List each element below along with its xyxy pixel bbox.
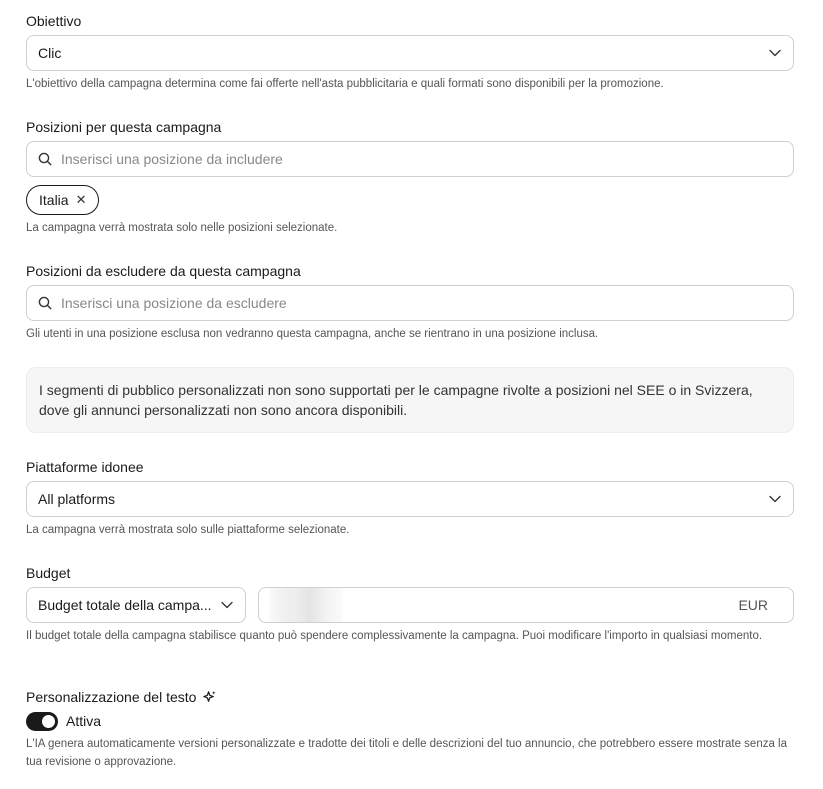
exclude-locations-label: Posizioni da escludere da questa campagna xyxy=(26,263,301,279)
objective-label: Obiettivo xyxy=(26,13,82,29)
personalization-toggle[interactable] xyxy=(26,712,58,731)
include-locations-help: La campagna verrà mostrata solo nelle posizioni selezionate. xyxy=(26,222,338,234)
include-location-input[interactable] xyxy=(61,151,793,167)
personalization-help: L'IA genera automaticamente versioni personalizzate e tradotte dei titoli e delle descrizioni del tuo annuncio, che potrebbero essere mostrate senza la tua revisione o approvazione. xyxy=(26,738,788,768)
exclude-locations-help: Gli utenti in una posizione esclusa non vedranno questa campagna, anche se rientrano in una posizione inclusa. xyxy=(26,328,599,340)
search-icon xyxy=(38,296,52,310)
eea-notice: I segmenti di pubblico personalizzati non sono supportati per le campagne rivolte a posizioni nel SEE o in Svizzera, dove gli annunci personalizzati non sono ancora disponibili. xyxy=(26,367,794,433)
include-locations-label: Posizioni per questa campagna xyxy=(26,119,222,135)
chevron-down-icon xyxy=(220,598,234,612)
search-icon xyxy=(38,152,52,166)
budget-type-select[interactable] xyxy=(26,587,246,623)
personalization-label: Personalizzazione del testo xyxy=(26,689,197,705)
chevron-down-icon xyxy=(768,46,782,60)
budget-amount-input[interactable] xyxy=(258,587,794,623)
objective-select-value: Clic xyxy=(38,45,62,61)
personalization-toggle-label: Attiva xyxy=(66,713,102,729)
close-icon[interactable]: ✕ xyxy=(75,192,87,207)
objective-select[interactable] xyxy=(26,35,794,71)
platforms-help: La campagna verrà mostrata solo sulle piattaforme selezionate. xyxy=(26,524,350,536)
include-location-search[interactable] xyxy=(26,141,794,177)
budget-type-value: Budget totale della campa... xyxy=(38,597,212,613)
objective-help: L'obiettivo della campagna determina come fai offerte nell'asta pubblicitaria e quali formati sono disponibili per la promozione. xyxy=(26,78,664,90)
location-chip-italia xyxy=(26,185,99,215)
budget-label: Budget xyxy=(26,565,71,581)
redacted-amount xyxy=(269,588,343,622)
exclude-location-input[interactable] xyxy=(61,295,793,311)
personalization-heading xyxy=(26,688,217,706)
budget-help: Il budget totale della campagna stabilisce quanto può spendere complessivamente la campagna. Puoi modificare l'importo in qualsiasi momento. xyxy=(26,630,763,642)
location-chip-label: Italia xyxy=(39,192,69,208)
currency-label: EUR xyxy=(738,597,768,613)
platforms-select[interactable] xyxy=(26,481,794,517)
toggle-knob xyxy=(42,715,55,728)
platforms-select-value: All platforms xyxy=(38,491,116,507)
sparkle-icon xyxy=(202,690,217,705)
platforms-label: Piattaforme idonee xyxy=(26,459,144,475)
chevron-down-icon xyxy=(768,492,782,506)
exclude-location-search[interactable] xyxy=(26,285,794,321)
